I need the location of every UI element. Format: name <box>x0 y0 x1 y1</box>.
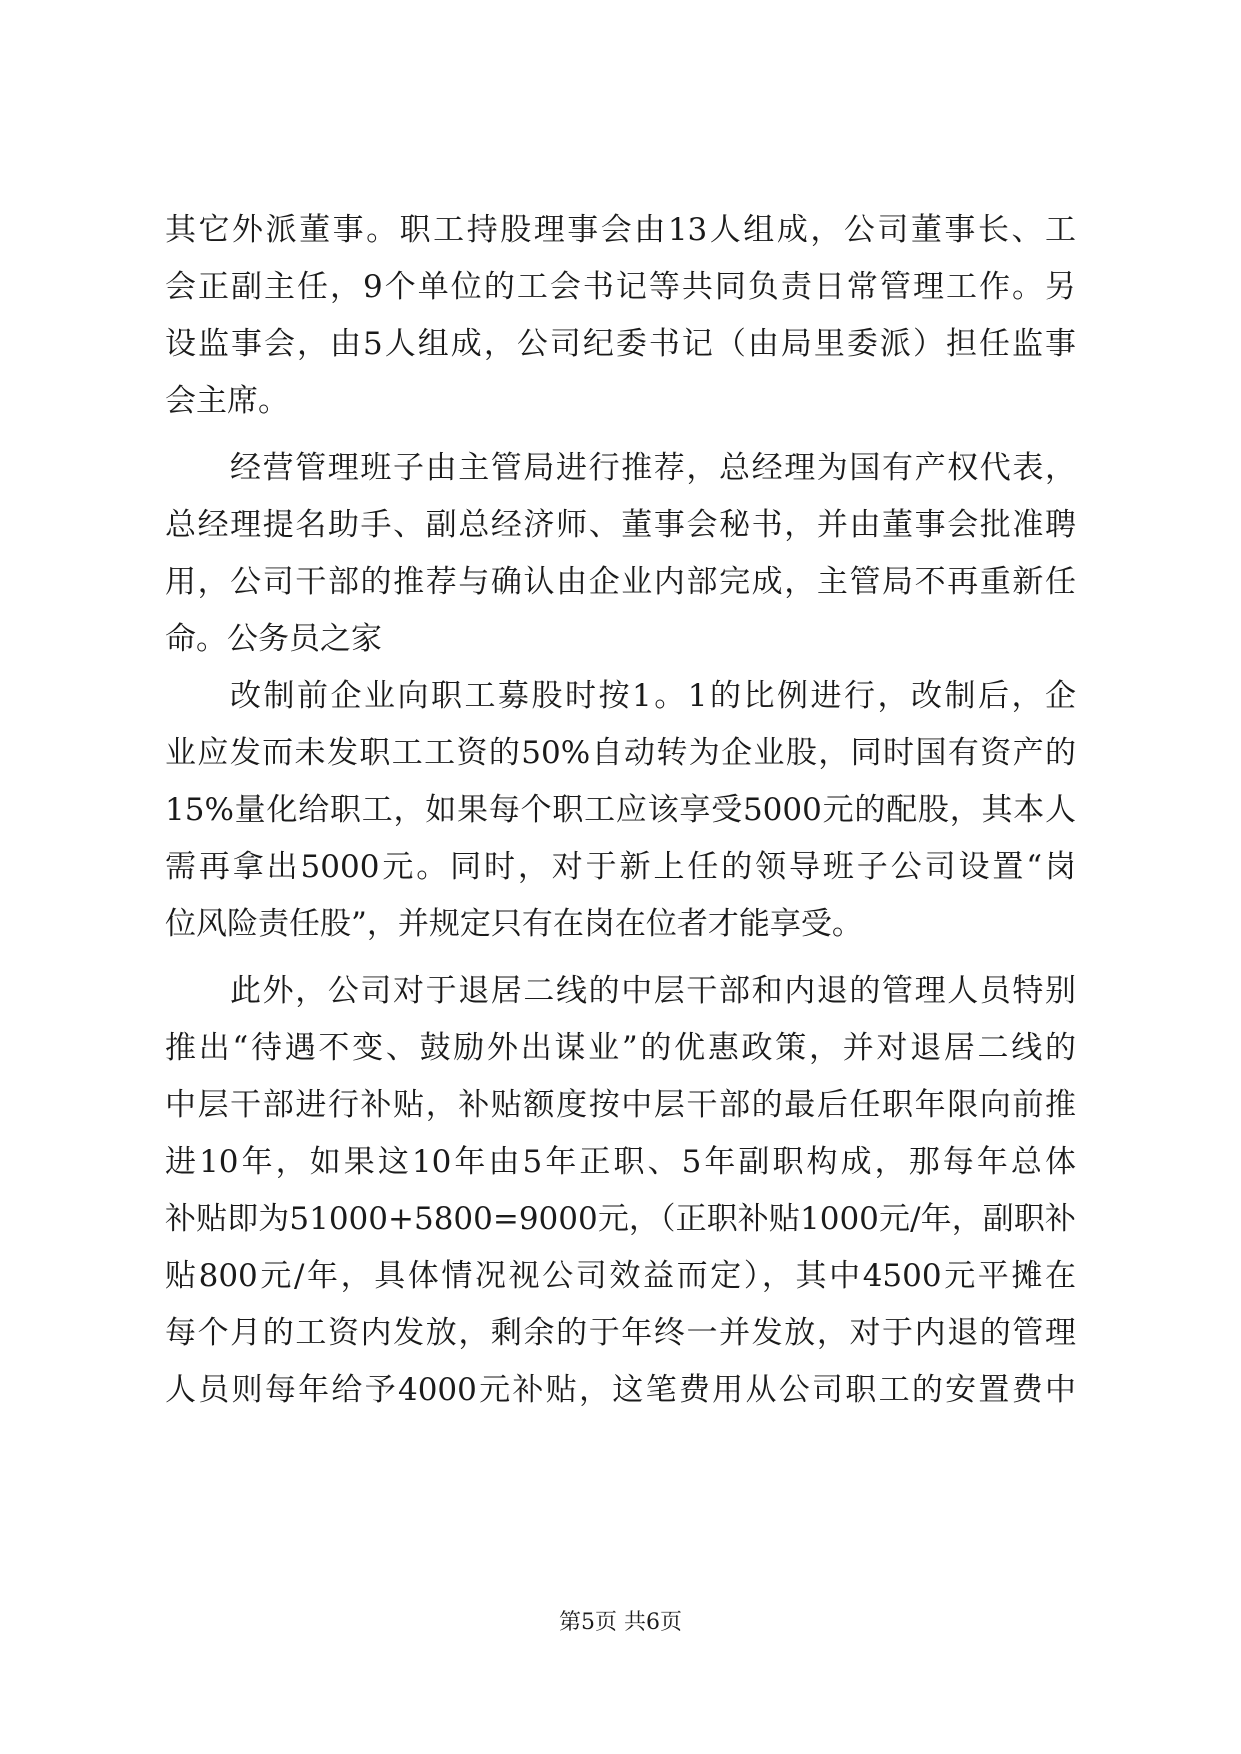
text-line: 用，公司干部的推荐与确认由企业内部完成，主管局不再重新任 <box>165 564 1076 600</box>
page-number-footer: 第5页 共6页 <box>559 1610 682 1635</box>
text-line: 会主席。 <box>165 383 289 419</box>
text-line: 贴800元/年，具体情况视公司效益而定），其中4500元平摊在 <box>165 1258 1076 1294</box>
text-line: 总经理提名助手、副总经济师、董事会秘书，并由董事会批准聘 <box>165 507 1076 543</box>
text-line: 此外，公司对于退居二线的中层干部和内退的管理人员特别 <box>230 973 1076 1009</box>
text-line: 需再拿出5000元。同时，对于新上任的领导班子公司设置“岗 <box>165 849 1076 885</box>
text-line: 其它外派董事。职工持股理事会由13人组成，公司董事长、工 <box>165 212 1076 248</box>
text-line: 补贴即为51000+5800=9000元，（正职补贴1000元/年，副职补 <box>165 1201 1076 1237</box>
text-line: 15%量化给职工，如果每个职工应该享受5000元的配股，其本人 <box>165 792 1076 828</box>
text-line: 人员则每年给予4000元补贴，这笔费用从公司职工的安置费中 <box>165 1372 1076 1408</box>
text-line: 命。公务员之家 <box>165 621 382 657</box>
text-line: 位风险责任股”，并规定只有在岗在位者才能享受。 <box>165 906 863 942</box>
text-line: 经营管理班子由主管局进行推荐，总经理为国有产权代表， <box>230 450 1076 486</box>
text-line: 会正副主任，9个单位的工会书记等共同负责日常管理工作。另 <box>165 269 1076 305</box>
text-line: 业应发而未发职工工资的50%自动转为企业股，同时国有资产的 <box>165 735 1076 771</box>
text-line: 设监事会，由5人组成，公司纪委书记（由局里委派）担任监事 <box>165 326 1076 362</box>
text-line: 每个月的工资内发放，剩余的于年终一并发放，对于内退的管理 <box>165 1315 1076 1351</box>
text-line: 推出“待遇不变、鼓励外出谋业”的优惠政策，并对退居二线的 <box>165 1030 1076 1066</box>
text-line: 进10年，如果这10年由5年正职、5年副职构成，那每年总体 <box>165 1144 1076 1180</box>
text-line: 改制前企业向职工募股时按1。1的比例进行，改制后，企 <box>230 678 1076 714</box>
text-line: 中层干部进行补贴，补贴额度按中层干部的最后任职年限向前推 <box>165 1087 1076 1123</box>
